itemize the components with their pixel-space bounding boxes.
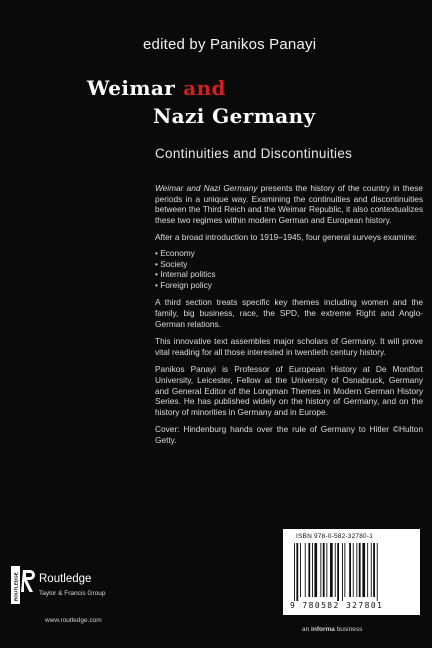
publisher-group: Taylor & Francis Group (39, 590, 106, 597)
survey-topic-list (155, 248, 423, 290)
list-item: • Internal politics (155, 269, 423, 280)
barcode-digits: 9 780582 327801 (290, 601, 384, 610)
book-title-line2: Nazi Germany (153, 104, 316, 128)
publisher-name: Routledge (39, 573, 92, 585)
blurb-paragraph-themes: A third section treats specific key themes including women and the family, big business, race, the SPD, the extreme Right and Anglo-German relations. (155, 297, 423, 329)
svg-text:ROUTLEDGE: ROUTLEDGE (13, 572, 19, 601)
blurb-paragraph-intro (155, 183, 423, 225)
barcode-image (290, 543, 414, 601)
informa-business-line: an informa business (302, 626, 363, 633)
blurb-paragraph-scholars: This innovative text assembles major scholars of Germany. It will prove vital reading for all those interested in twentieth century history. (155, 336, 423, 357)
blurb-paragraph-author-bio: Panikos Panayi is Professor of European History at De Montfort University, Leicester, Fellow at the University of Osnabruck, Germany and General Editor of the Longman Themes in Modern German History Series. He has published widely on the history of Germany, and on the history of minorities in Germany and in Europe. (155, 364, 423, 417)
blurb-intro-text: presents the history of the country in these periods in a unique way. Examining the continuities and discontinuities between the Third Reich and the Weimar Republic, it also contextualizes these two regimes within modern German and European history. (155, 183, 423, 225)
blurb-paragraph-surveys: After a broad introduction to 1919–1945, four general surveys examine: (155, 232, 417, 243)
cover-credit: Cover: Hindenburg hands over the rule of Germany to Hitler ©Hulton Getty. (155, 424, 423, 445)
book-subtitle: Continuities and Discontinuities (155, 146, 353, 161)
list-item: • Society (155, 259, 423, 270)
title-word-weimar: Weimar (87, 76, 176, 100)
routledge-logo-icon (11, 566, 35, 604)
book-title-line1 (87, 76, 226, 100)
blurb-title-italic: Weimar and Nazi Germany (155, 183, 258, 193)
title-word-and: and (183, 76, 226, 100)
publisher-website: www.routledge.com (45, 617, 102, 624)
editor-credit: edited by Panikos Panayi (143, 36, 317, 53)
list-item: • Economy (155, 248, 423, 259)
list-item: • Foreign policy (155, 280, 423, 291)
isbn-label: ISBN 978-0-582-32780-1 (296, 533, 374, 540)
back-cover-blurb (155, 183, 423, 452)
